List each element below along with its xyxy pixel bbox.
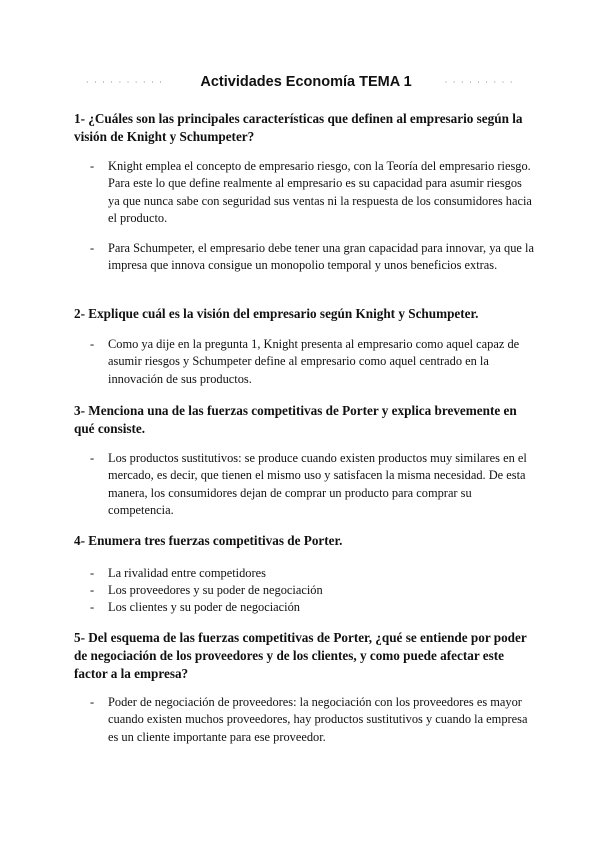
answer-4-list xyxy=(90,565,536,616)
title-dots-left: ·········· xyxy=(86,77,168,87)
answer-text: Poder de negociación de proveedores: la negociación con los proveedores es mayor cuando existen muchos proveedores, hay productos sustitutivos y cuando la empresa es un cliente importante para ese proveedor. xyxy=(108,695,528,744)
header xyxy=(86,72,518,92)
bullet-dash: - xyxy=(90,337,95,351)
question-2: 2- Explique cuál es la visión del empresario según Knight y Schumpeter. xyxy=(74,306,479,321)
list-item xyxy=(90,582,536,599)
list-item xyxy=(90,565,536,582)
answer-text: Como ya dije en la pregunta 1, Knight presenta al empresario como aquel capaz de asumir riesgos y Schumpeter define al empresario como aquel centrado en la innovación de sus productos. xyxy=(108,337,520,386)
list-item xyxy=(90,599,536,616)
question-1: 1- ¿Cuáles son las principales características que definen al empresario según la visión de Knight y Schumpeter? xyxy=(74,111,523,144)
bullet-dash: - xyxy=(90,600,95,614)
answer-1-schumpeter xyxy=(90,240,536,275)
question-5: 5- Del esquema de las fuerzas competitivas de Porter, ¿qué se entiende por poder de negociación de los proveedores y de los clientes, y como puede afectar este factor a la empresa? xyxy=(74,630,527,681)
answer-5 xyxy=(90,694,536,746)
answer-text: Los productos sustitutivos: se produce cuando existen productos muy similares en el mercado, es decir, que tienen el mismo uso y satisfacen la misma necesidad. De esta manera, los consumidores dejan de comprar un producto para comprar su competencia. xyxy=(108,451,527,518)
bullet-dash: - xyxy=(90,583,95,597)
bullet-dash: - xyxy=(90,566,95,580)
list-item-text: Los proveedores y su poder de negociación xyxy=(108,583,323,597)
question-4: 4- Enumera tres fuerzas competitivas de Porter. xyxy=(74,533,343,548)
bullet-dash: - xyxy=(90,695,95,709)
page-title: Actividades Economía TEMA 1 xyxy=(200,74,412,90)
bullet-dash: - xyxy=(90,451,95,465)
question-3: 3- Menciona una de las fuerzas competitivas de Porter y explica brevemente en qué consiste. xyxy=(74,403,517,436)
bullet-dash: - xyxy=(90,159,95,173)
answer-text: Knight emplea el concepto de empresario riesgo, con la Teoría del empresario riesgo. Para este lo que define realmente al empresario es su capacidad para asumir riesgos ya que nunca sabe con seguridad sus ventas ni la respuesta de los consumidores hacia el producto. xyxy=(108,159,532,226)
answer-3 xyxy=(90,450,536,520)
title-dots-right: ········· xyxy=(444,77,518,87)
bullet-dash: - xyxy=(90,241,95,255)
list-item-text: Los clientes y su poder de negociación xyxy=(108,600,300,614)
answer-text: Para Schumpeter, el empresario debe tener una gran capacidad para innovar, ya que la impresa que innova consigue un monopolio temporal y unos beneficios extras. xyxy=(108,241,534,273)
list-item-text: La rivalidad entre competidores xyxy=(108,566,266,580)
answer-1-knight xyxy=(90,158,536,228)
answer-2 xyxy=(90,336,536,388)
